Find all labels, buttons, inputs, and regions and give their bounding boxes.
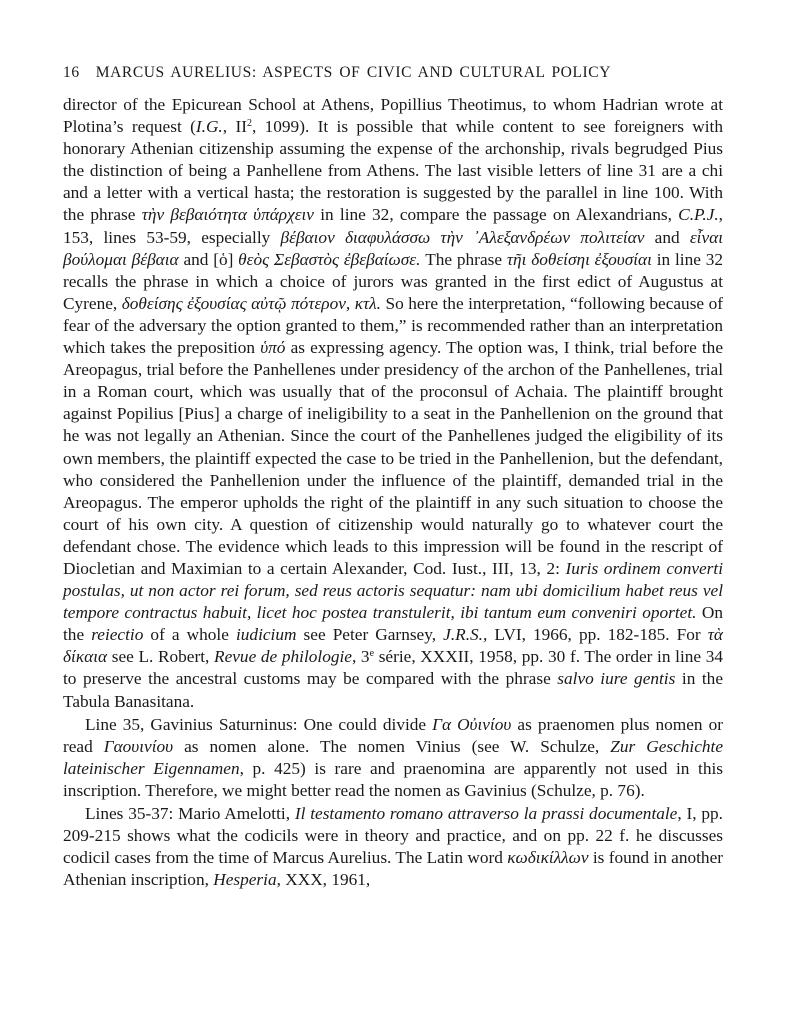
paragraph-commentary-lines-31-34: director of the Epicurean School at Athens, Popillius Theotimus, to whom Hadrian wrote at Plotina’s request (I.G., $II^2$, 1099). It is possible that while content to see foreigners with honorary Athenian citizenship assuming the expense of the archonship, rivals begrudged Pius the distinction of being a Panhellene from Athens. The last visible letters of line 31 are a chi and a letter with a vertical hasta; the restoration is suggested by the parallel in line 100. With the phrase τὴν βεβαιότητα ὑπάρχειν in line 32, compare the passage on Alexandrians, C.P.J., 153, lines 53-59, especially βέβαιον διαφυλάσσω τὴν ᾽Αλεξανδρέων πολιτείαν and εἶναι βούλομαι βέβαια and [ὁ] θεὸς Σεβαστὸς ἐβεβαίωσε. The phrase τῆι δοθείσηι ἐξουσίαι in line 32 recalls the phrase in which a choice of jurors was granted in the first edict of Augustus at Cyrene, δοθείσης ἐξουσίας αὐτῷ πότερον, κτλ. So here the interpretation, “following because of fear of the adversary the option granted to them,” is recommended rather than an interpretation which takes the preposition ὑπό as expressing agency. The option was, I think, trial before the Areopagus, trial before the Panhellenes under presidency of the archon of the Panhellenes, trial in a Roman court, which was usually that of the proconsul of Achaia. The plaintiff brought against Popilius [Pius] a charge of ineligibility to a seat in the Panhellenion on the ground that he was not legally an Athenian. Since the court of the Panhellenes judged the eligibility of its own members, the plaintiff expected the case to be tried in the Panhellenion, but the defendant, who considered the Panhellenion under the influence of the plaintiff, demanded trial in the Areopagus. The emperor upholds the right of the plaintiff in any such situation to choose the court of his own city. A question of citizenship would naturally go to whatever court the defendant chose. The evidence which leads to this impression will be found in the rescript of Diocletian and Maximian to a certain Alexander, Cod. Iust., III, 13, 2: Iuris ordinem converti postulas, ut non actor rei forum, sed reus actoris sequatur: nam ubi domicilium habet reus vel tempore contractus habuit, licet hoc postea transtulerit, ibi tantum eum conveniri oportet. On the reiectio of a whole iudicium see Peter Garnsey, J.R.S., LVI, 1966, pp. 182-185. For τὰ δίκαια see L. Robert, Revue de philologie, 3e série, XXXII, 1958, pp. 30 f. The order in line 34 to preserve the ancestral customs may be compared with the phrase salvo iure gentis in the Tabula Banasitana. [63,95,724,711]
greek-phrase: ὑπό [260,338,286,358]
page [63,64,723,891]
greek-phrase: δοθείσης ἐξουσίας αὐτῷ πότερον, κτλ. [121,293,381,313]
greek-phrase: τὴν βεβαιότητα ὑπάρχειν [141,205,314,225]
body-text [63,94,723,891]
page-number: 16 [63,64,80,81]
running-head [63,64,723,82]
greek-phrase: τῆι δοθείσηι ἐξουσίαι [506,249,652,269]
greek-phrase: τὰ δίκαια [63,625,723,667]
greek-phrase: Γα Οὐινίου [432,714,512,734]
running-title: MARCUS AURELIUS: ASPECTS OF CIVIC AND CULTURAL POLICY [95,64,612,81]
paragraph-line-35: Line 35, Gavinius Saturninus: One could divide Γα Οὐινίου as praenomen plus nomen or read Γαουινίου as nomen alone. The nomen Vinius (see W. Schulze, Zur Geschichte lateinischer Eigennamen, p. 425) is rare and praenomina are apparently not used in this inscription. Therefore, we might better read the nomen as Gavinius (Schulze, p. 76). [63,714,723,800]
paragraph-lines-35-37: Lines 35-37: Mario Amelotti, Il testamento romano attraverso la prassi documentale, I, pp. 209-215 shows what the codicils were in theory and practice, and on pp. 22 f. he discusses codicil cases from the time of Marcus Aurelius. The Latin word κωδικίλλων is found in another Athenian inscription, Hesperia, XXX, 1961, [63,804,723,890]
greek-phrase: θεὸς Σεβαστὸς ἐβεβαίωσε. [238,249,421,269]
greek-phrase: εἶναι βούλομαι βέβαια [63,227,723,269]
latin-quotation: Iuris ordinem converti postulas, ut non actor rei forum, sed reus actoris sequatur: nam ubi domicilium habet reus vel tempore contractus habuit, licet hoc postea transtulerit, ibi tantum eum conveniri oportet. [63,558,724,623]
greek-phrase: βέβαιον διαφυλάσσω τὴν ᾽Αλεξανδρέων πολιτείαν [280,227,645,247]
greek-phrase: Γαουινίου [103,736,174,756]
greek-phrase: κωδικίλλων [507,848,589,868]
